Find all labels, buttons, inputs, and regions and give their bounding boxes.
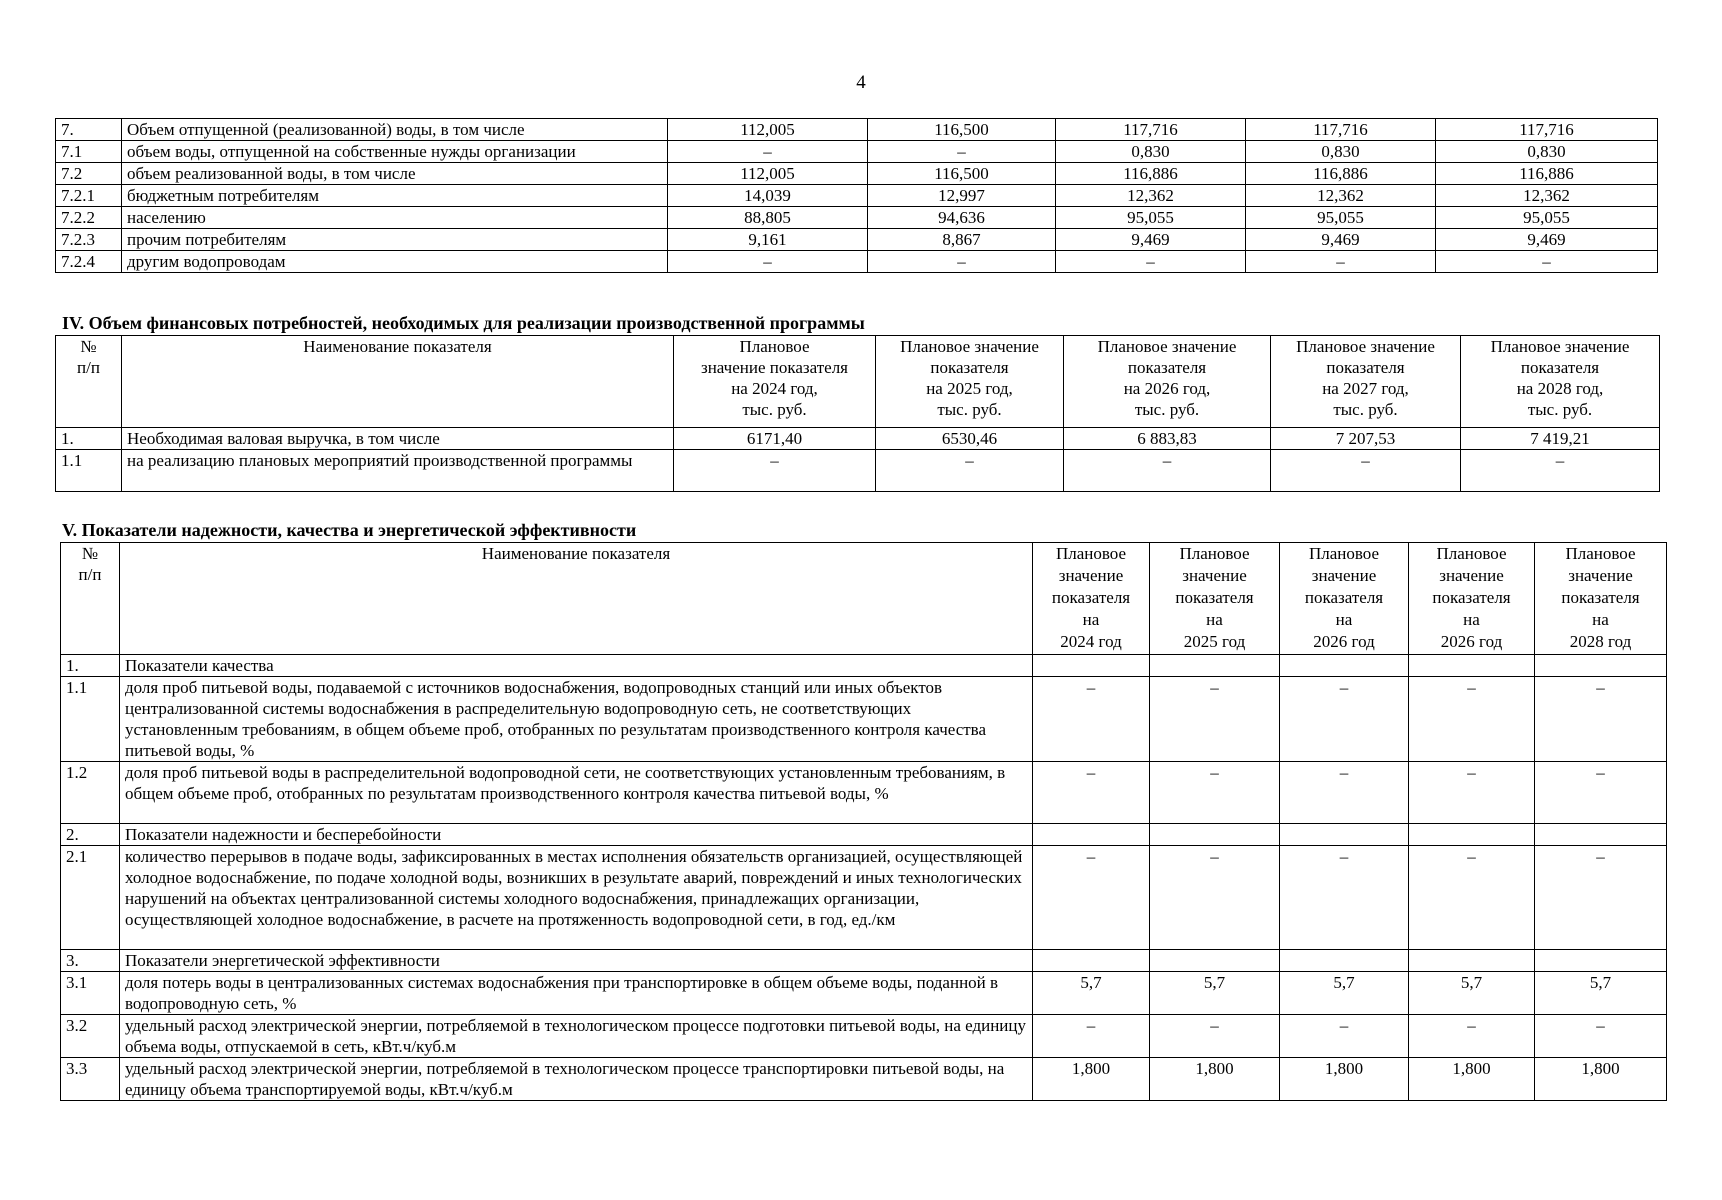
row-value: 116,886	[1056, 163, 1246, 185]
row-value: 14,039	[668, 185, 868, 207]
water-volume-table	[55, 118, 1658, 273]
row-number: 1.	[56, 428, 122, 450]
header-col-1: Плановое значение показателя на 2024 год	[1033, 543, 1150, 655]
row-value: –	[1033, 846, 1150, 950]
row-value: –	[1409, 762, 1535, 824]
row-value: –	[876, 450, 1064, 492]
row-value: –	[1271, 450, 1461, 492]
row-number: 7.	[56, 119, 122, 141]
row-value: –	[1535, 762, 1667, 824]
row-value: 117,716	[1056, 119, 1246, 141]
row-number: 1.2	[61, 762, 120, 824]
row-name: удельный расход электрической энергии, потребляемой в технологическом процессе подготовки питьевой воды, на единицу объема воды, отпускаемой в сеть, кВт.ч/куб.м	[120, 1015, 1033, 1058]
row-value: 95,055	[1056, 207, 1246, 229]
table-row	[61, 846, 1667, 950]
row-value: 6530,46	[876, 428, 1064, 450]
row-value: 5,7	[1150, 972, 1280, 1015]
header-col-2027: Плановое значение показателя на 2027 год, тыс. руб.	[1271, 336, 1461, 428]
row-number: 7.2	[56, 163, 122, 185]
row-name: прочим потребителям	[122, 229, 668, 251]
row-value	[1409, 824, 1535, 846]
row-value	[1033, 655, 1150, 677]
row-value: 116,886	[1246, 163, 1436, 185]
row-value: 95,055	[1436, 207, 1658, 229]
row-number: 3.	[61, 950, 120, 972]
table-row	[56, 207, 1658, 229]
table-row	[56, 251, 1658, 273]
row-name: на реализацию плановых мероприятий производственной программы	[122, 450, 674, 492]
row-value: –	[1280, 1015, 1409, 1058]
row-value: 1,800	[1535, 1058, 1667, 1101]
header-name: Наименование показателя	[120, 543, 1033, 655]
row-value: 1,800	[1409, 1058, 1535, 1101]
row-value: 94,636	[868, 207, 1056, 229]
row-value: 117,716	[1246, 119, 1436, 141]
header-col-4: Плановое значение показателя на 2026 год	[1409, 543, 1535, 655]
row-name: населению	[122, 207, 668, 229]
row-number: 7.1	[56, 141, 122, 163]
row-value: 8,867	[868, 229, 1056, 251]
table-row	[56, 141, 1658, 163]
row-number: 7.2.1	[56, 185, 122, 207]
row-value	[1033, 824, 1150, 846]
row-number: 3.3	[61, 1058, 120, 1101]
row-number: 1.	[61, 655, 120, 677]
table-row	[56, 163, 1658, 185]
reliability-quality-table	[60, 542, 1667, 1101]
row-value: 116,886	[1436, 163, 1658, 185]
row-value: –	[668, 141, 868, 163]
row-number: 7.2.4	[56, 251, 122, 273]
table-row	[61, 677, 1667, 762]
row-value: 5,7	[1033, 972, 1150, 1015]
row-value: 116,500	[868, 163, 1056, 185]
row-value: –	[1033, 677, 1150, 762]
row-name: количество перерывов в подаче воды, зафиксированных в местах исполнения обязательств организацией, осуществляющей холодное водоснабжение, по подаче холодной воды, возникших в результате аварий, повреждений и иных технологических нарушений на объектах централизованной системы холодного водоснабжения, принадлежащих организации, осуществляющей холодное водоснабжение, в расчете на протяженность водопроводной сети, в год, ед./км	[120, 846, 1033, 950]
row-value	[1280, 655, 1409, 677]
row-value	[1150, 655, 1280, 677]
row-number: 7.2.2	[56, 207, 122, 229]
section-4-title: IV. Объем финансовых потребностей, необходимых для реализации производственной программы	[62, 313, 865, 333]
row-value	[1280, 824, 1409, 846]
header-col-2028: Плановое значение показателя на 2028 год, тыс. руб.	[1461, 336, 1660, 428]
table-row	[56, 450, 1660, 492]
row-value: 5,7	[1409, 972, 1535, 1015]
row-value: 112,005	[668, 119, 868, 141]
row-number: 2.	[61, 824, 120, 846]
row-value: –	[668, 251, 868, 273]
header-col-3: Плановое значение показателя на 2026 год	[1280, 543, 1409, 655]
row-value: 6171,40	[674, 428, 876, 450]
header-num: № п/п	[56, 336, 122, 428]
row-value: 117,716	[1436, 119, 1658, 141]
header-col-2024: Плановое значение показателя на 2024 год, тыс. руб.	[674, 336, 876, 428]
row-name: Показатели качества	[120, 655, 1033, 677]
table-header-row	[61, 543, 1667, 655]
table-row	[61, 824, 1667, 846]
row-name: Необходимая валовая выручка, в том числе	[122, 428, 674, 450]
row-value	[1150, 824, 1280, 846]
row-value: –	[674, 450, 876, 492]
row-name: доля проб питьевой воды, подаваемой с источников водоснабжения, водопроводных станций или иных объектов централизованной системы водоснабжения в распределительную водопроводную сеть, не соответствующих установленным требованиям, в общем объеме проб, отобранных по результатам производственного контроля качества питьевой воды, %	[120, 677, 1033, 762]
row-value	[1535, 950, 1667, 972]
row-value: –	[1033, 1015, 1150, 1058]
row-name: Показатели энергетической эффективности	[120, 950, 1033, 972]
row-value: –	[1409, 846, 1535, 950]
row-value: 6 883,83	[1064, 428, 1271, 450]
row-value: 0,830	[1436, 141, 1658, 163]
row-value: 9,469	[1436, 229, 1658, 251]
row-name: доля потерь воды в централизованных системах водоснабжения при транспортировке в общем объеме воды, поданной в водопроводную сеть, %	[120, 972, 1033, 1015]
row-name: бюджетным потребителям	[122, 185, 668, 207]
row-value: –	[1150, 846, 1280, 950]
table-row	[61, 972, 1667, 1015]
row-value	[1535, 824, 1667, 846]
row-number: 7.2.3	[56, 229, 122, 251]
row-value: 1,800	[1280, 1058, 1409, 1101]
row-value: –	[1461, 450, 1660, 492]
table-row	[61, 950, 1667, 972]
table-row	[56, 229, 1658, 251]
row-value	[1409, 655, 1535, 677]
row-value: –	[1033, 762, 1150, 824]
row-value: –	[1056, 251, 1246, 273]
row-value: –	[1280, 762, 1409, 824]
row-value: 116,500	[868, 119, 1056, 141]
row-number: 3.1	[61, 972, 120, 1015]
row-value: –	[868, 251, 1056, 273]
row-name: объем реализованной воды, в том числе	[122, 163, 668, 185]
row-value: –	[1535, 1015, 1667, 1058]
table-row	[56, 428, 1660, 450]
row-value: –	[1436, 251, 1658, 273]
row-value: –	[1150, 677, 1280, 762]
table-row	[56, 185, 1658, 207]
row-value: 1,800	[1033, 1058, 1150, 1101]
row-name: другим водопроводам	[122, 251, 668, 273]
header-name: Наименование показателя	[122, 336, 674, 428]
row-value: –	[1409, 1015, 1535, 1058]
row-value: 9,469	[1246, 229, 1436, 251]
row-value	[1033, 950, 1150, 972]
row-value	[1535, 655, 1667, 677]
row-value: 1,800	[1150, 1058, 1280, 1101]
row-value: 112,005	[668, 163, 868, 185]
row-number: 2.1	[61, 846, 120, 950]
row-name: Показатели надежности и бесперебойности	[120, 824, 1033, 846]
financial-needs-table	[55, 335, 1660, 492]
row-value	[1280, 950, 1409, 972]
row-value: 12,362	[1246, 185, 1436, 207]
row-value: 5,7	[1280, 972, 1409, 1015]
row-value: –	[1246, 251, 1436, 273]
row-value: 7 419,21	[1461, 428, 1660, 450]
row-value: 12,362	[1056, 185, 1246, 207]
row-value: 9,161	[668, 229, 868, 251]
row-value: 88,805	[668, 207, 868, 229]
row-number: 3.2	[61, 1015, 120, 1058]
page-number: 4	[856, 72, 866, 93]
row-value: –	[1280, 677, 1409, 762]
header-col-2025: Плановое значение показателя на 2025 год, тыс. руб.	[876, 336, 1064, 428]
header-col-2026: Плановое значение показателя на 2026 год, тыс. руб.	[1064, 336, 1271, 428]
table-row	[61, 1015, 1667, 1058]
header-num: № п/п	[61, 543, 120, 655]
row-value: 7 207,53	[1271, 428, 1461, 450]
row-value: –	[1280, 846, 1409, 950]
row-name: удельный расход электрической энергии, потребляемой в технологическом процессе транспортировки питьевой воды, на единицу объема транспортируемой воды, кВт.ч/куб.м	[120, 1058, 1033, 1101]
table-header-row	[56, 336, 1660, 428]
header-col-5: Плановое значение показателя на 2028 год	[1535, 543, 1667, 655]
row-value: –	[1409, 677, 1535, 762]
row-value: 9,469	[1056, 229, 1246, 251]
section-5-title: V. Показатели надежности, качества и энергетической эффективности	[62, 520, 637, 540]
row-value: –	[1150, 1015, 1280, 1058]
row-value: –	[1535, 846, 1667, 950]
table-row	[61, 1058, 1667, 1101]
row-value: –	[868, 141, 1056, 163]
table-row	[56, 119, 1658, 141]
row-value: 95,055	[1246, 207, 1436, 229]
row-value: 5,7	[1535, 972, 1667, 1015]
row-number: 1.1	[61, 677, 120, 762]
header-col-2: Плановое значение показателя на 2025 год	[1150, 543, 1280, 655]
row-value: 0,830	[1056, 141, 1246, 163]
row-name: объем воды, отпущенной на собственные нужды организации	[122, 141, 668, 163]
row-value: 12,362	[1436, 185, 1658, 207]
row-value	[1409, 950, 1535, 972]
row-name: Объем отпущенной (реализованной) воды, в том числе	[122, 119, 668, 141]
row-name: доля проб питьевой воды в распределительной водопроводной сети, не соответствующих установленным требованиям, в общем объеме проб, отобранных по результатам производственного контроля качества питьевой воды, %	[120, 762, 1033, 824]
row-value	[1150, 950, 1280, 972]
row-value: –	[1064, 450, 1271, 492]
table-row	[61, 762, 1667, 824]
row-number: 1.1	[56, 450, 122, 492]
row-value: –	[1535, 677, 1667, 762]
row-value: –	[1150, 762, 1280, 824]
table-row	[61, 655, 1667, 677]
row-value: 12,997	[868, 185, 1056, 207]
row-value: 0,830	[1246, 141, 1436, 163]
